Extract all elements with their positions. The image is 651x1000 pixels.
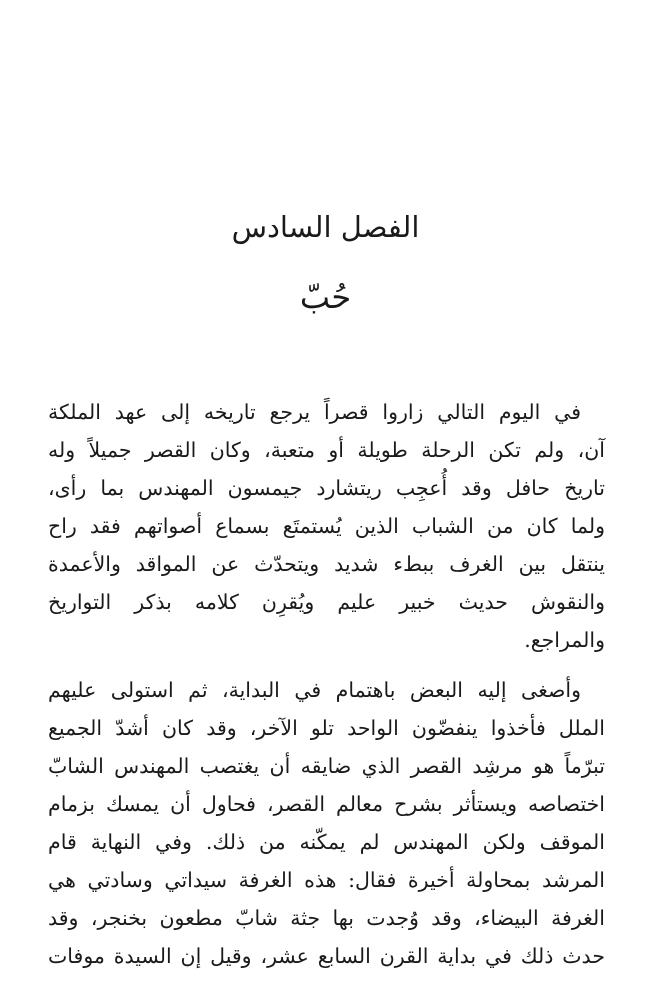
text-line: تبرّماً هو مرشِد القصر الذي ضايقه أن يغتصب المهندس الشابّ	[48, 754, 605, 778]
text-line: ينتقل بين الغرف ببطء شديد ويتحدّث عن المواقد والأعمدة	[48, 552, 605, 576]
text-line: في اليوم التالي زاروا قصراً يرجع تاريخه إلى عهد الملكة	[48, 400, 581, 424]
text-line: وأصغى إليه البعض باهتمام في البداية، ثم استولى عليهم	[48, 678, 581, 702]
text-line: اختصاصه ويستأثر بشرح معالم القصر، فحاول أن يمسك بزمام	[48, 792, 605, 816]
chapter-title: حُبّ	[299, 278, 352, 316]
text-line: الموقف ولكن المهندس لم يمكّنه من ذلك. وفي النهاية قام	[48, 830, 605, 854]
text-line: آن، ولم تكن الرحلة طويلة أو متعبة، وكان القصر جميلاً وله	[48, 438, 605, 462]
text-line: المرشد بمحاولة أخيرة فقال: هذه الغرفة سيداتي وسادتي هي	[48, 868, 605, 892]
text-line: تاريخ حافل وقد أُعجِب ريتشارد جيمسون المهندس بما رأى،	[48, 476, 605, 500]
text-line: والنقوش حديث خبير عليم ويُقرِن كلامه بذكر التواريخ	[48, 590, 605, 614]
text-line: الملل فأخذوا ينفضّون الواحد تلو الآخر، وقد كان أشدّ الجميع	[48, 716, 605, 740]
text-line: ولما كان من الشباب الذين يُستمتَع بسماع أصواتهم فقد راح	[48, 514, 605, 538]
chapter-number: الفصل السادس	[231, 210, 420, 244]
text-line: والمراجع.	[524, 628, 605, 652]
body-text	[48, 393, 605, 975]
text-line: حدث ذلك في بداية القرن السابع عشر، وقيل إن السيدة موفات	[48, 944, 605, 968]
paragraph-2	[48, 671, 605, 975]
text-line: الغرفة البيضاء، وقد وُجدت بها جثة شابّ مطعون بخنجر، وقد	[48, 906, 605, 930]
paragraph-1	[48, 393, 605, 659]
